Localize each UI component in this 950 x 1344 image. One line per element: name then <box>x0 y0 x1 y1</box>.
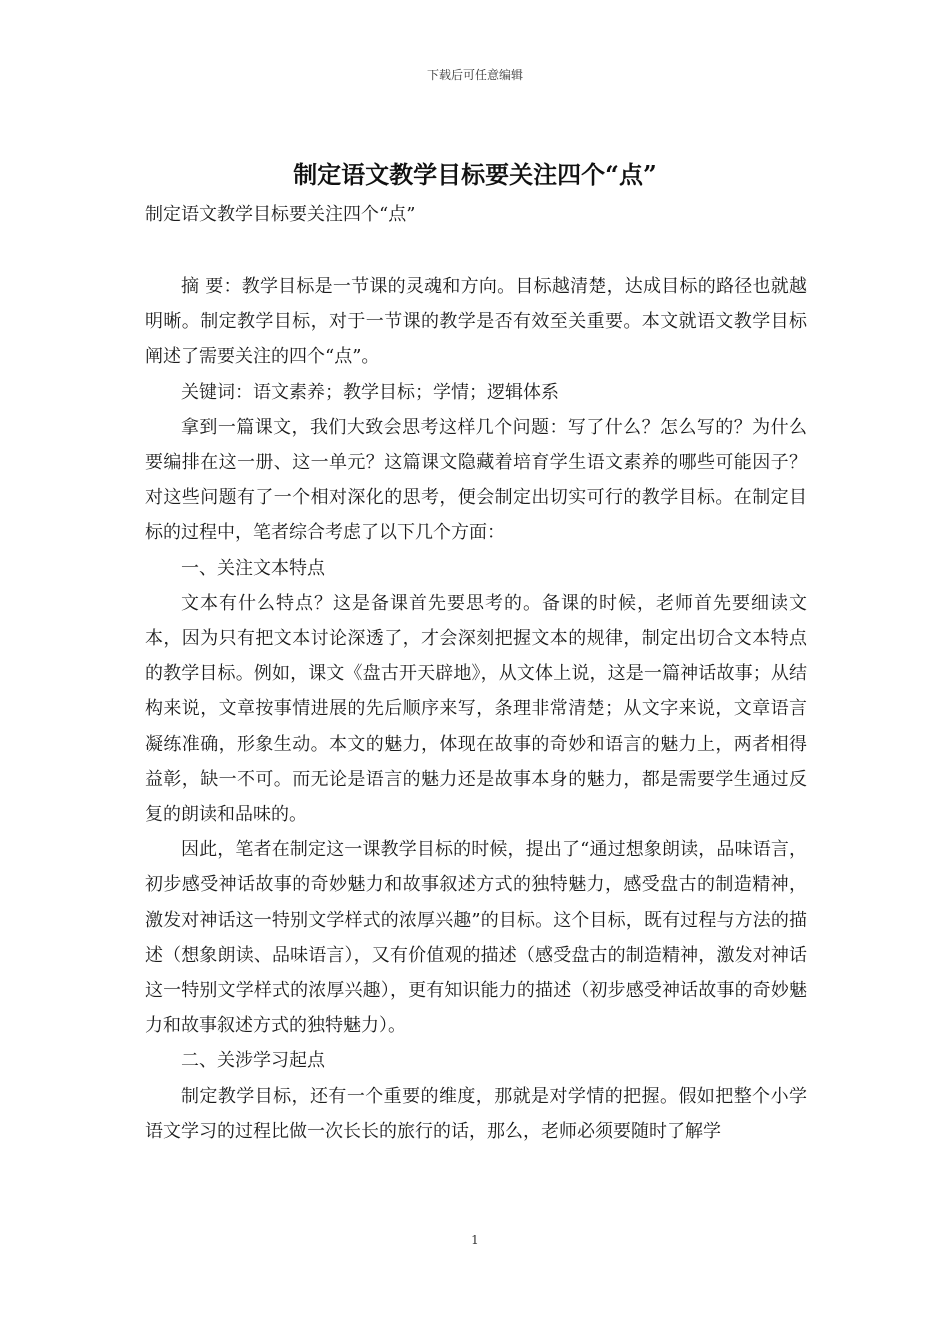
abstract-paragraph: 摘 要：教学目标是一节课的灵魂和方向。目标越清楚，达成目标的路径也就越明晰。制定教学目标，对于一节课的教学是否有效至关重要。本文就语文教学目标阐述了需要关注的四个“点”。 <box>145 276 807 368</box>
document-subtitle: 制定语文教学目标要关注四个“点” <box>145 204 416 225</box>
section-heading-2: 二、关涉学习起点 <box>181 1050 325 1072</box>
section-heading-1: 一、关注文本特点 <box>181 557 325 579</box>
keywords-paragraph: 关键词：语文素养；教学目标；学情；逻辑体系 <box>181 381 559 403</box>
body-paragraph: 文本有什么特点？这是备课首先要思考的。备课的时候，老师首先要细读文本，因为只有把文本讨论深透了，才会深刻把握文本的规律，制定出切合文本特点的教学目标。例如，课文《盘古开天辟地》，从文体上说，这是一篇神话故事；从结构来说，文章按事情进展的先后顺序来写，条理非常清楚；从文字来说，文章语言凝练准确，形象生动。本文的魅力，体现在故事的奇妙和语言的魅力上，两者相得益彰，缺一不可。而无论是语言的魅力还是故事本身的魅力，都是需要学生通过反复的朗读和品味的。 <box>145 592 807 826</box>
page-number: 1 <box>471 1233 479 1247</box>
document-title: 制定语文教学目标要关注四个“点” <box>293 160 657 189</box>
intro-paragraph: 拿到一篇课文，我们大致会思考这样几个问题：写了什么？怎么写的？为什么要编排在这一册、这一单元？这篇课文隐藏着培育学生语文素养的哪些可能因子？对这些问题有了一个相对深化的思考，便会制定出切实可行的教学目标。在制定目标的过程中，笔者综合考虑了以下几个方面： <box>145 416 807 544</box>
body-paragraph: 因此，笔者在制定这一课教学目标的时候，提出了“通过想象朗读，品味语言，初步感受神话故事的奇妙魅力和故事叙述方式的独特魅力，感受盘古的制造精神，激发对神话这一特别文学样式的浓厚兴趣”的目标。这个目标，既有过程与方法的描述（想象朗读、品味语言），又有价值观的描述（感受盘古的制造精神，激发对神话这一特别文学样式的浓厚兴趣），更有知识能力的描述（初步感受神话故事的奇妙魅力和故事叙述方式的独特魅力）。 <box>145 839 807 1037</box>
body-paragraph: 制定教学目标，还有一个重要的维度，那就是对学情的把握。假如把整个小学语文学习的过程比做一次长长的旅行的话，那么，老师必须要随时了解学 <box>145 1085 807 1142</box>
document-body <box>145 269 807 1149</box>
page-header: 下载后可任意编辑 <box>426 68 523 82</box>
